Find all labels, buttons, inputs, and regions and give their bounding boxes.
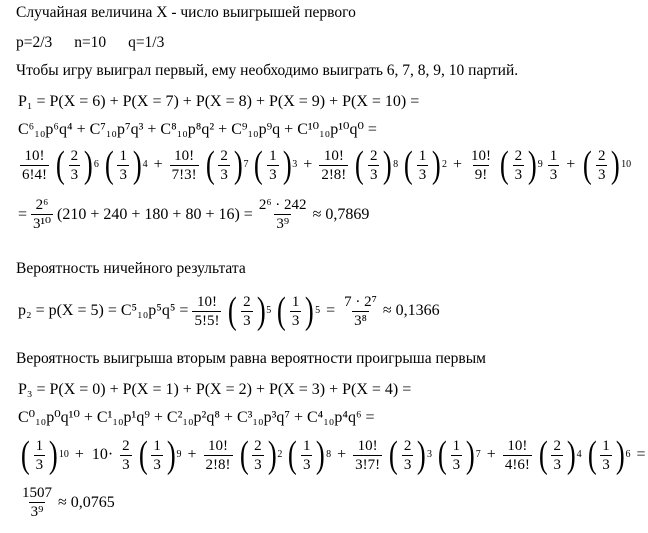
p3-result-line (18, 484, 115, 521)
p1-line-4-frac-den: 3¹⁰ (33, 216, 52, 232)
p1-term-4-coef-den: 9! (474, 166, 488, 183)
p2-q-power: ( $\frac{1}{3}$ ) 5 (277, 290, 321, 332)
p1-line-4-sum: (210 + 240 + 180 + 80 + 16) = (57, 205, 253, 223)
p1-term-4-coef (469, 147, 493, 184)
p3-term-3-q-power: ( $\frac{1}{3}$ ) 8 (288, 434, 332, 476)
p2-result-num: 7 · 2⁷ (344, 293, 377, 310)
p3-term-4-coef (353, 437, 382, 474)
p1-term-5-p-power: ( $\frac{2}{3}$ ) 10 (583, 144, 632, 186)
p1-term-3-coef (319, 147, 348, 184)
p1-term-2-coef-num: 10! (174, 147, 195, 164)
p1-line-4-approx: ≈ 0,7869 (312, 205, 370, 223)
p1-term-2-p-power: ( $\frac{2}{3}$ ) 7 (205, 144, 249, 186)
p1-term-4-q-den: 3 (549, 166, 558, 183)
p1-term-2-coef-den: 7!3! (171, 166, 197, 183)
p1-line-4-frac-num: 2⁶ (35, 197, 49, 213)
p3-term-4-q-power: ( $\frac{1}{3}$ ) 7 (437, 434, 481, 476)
p1-line-2: C⁶₁₀p⁶q⁴ + C⁷₁₀p⁷q³ + C⁸₁₀p⁸q² + C⁹₁₀p⁹q + C¹⁰₁₀p¹⁰q⁰ = (18, 121, 377, 138)
p1-term-3-coef-num: 10! (323, 147, 344, 164)
p3-term-5-q-power: ( $\frac{1}{3}$ ) 6 (587, 434, 631, 476)
p3-term-2-q-power: ( $\frac{1}{3}$ ) 9 (138, 434, 182, 476)
p1-term-3-p-power: ( $\frac{2}{3}$ ) 8 (355, 144, 399, 186)
p1-term-1-q-power: ( $\frac{1}{3}$ ) 4 (104, 144, 148, 186)
p1-term-2-coef (170, 147, 199, 184)
p3-term-4-p-power: ( $\frac{2}{3}$ ) 3 (389, 434, 432, 476)
p3-term-5-coef-den: 4!6! (504, 456, 530, 473)
p2-lhs: p₂ = p(X = 5) = C⁵₁₀p⁵q⁵ = (18, 302, 189, 319)
p3-term-4-coef-den: 3!7! (355, 456, 381, 473)
second-player-text: Вероятность выигрыша вторым равна вероятности проигрыша первым (16, 350, 486, 367)
parameters-line (16, 34, 182, 52)
p3-result-den: 3⁹ (30, 504, 44, 520)
p3-term-2-p-num: 2 (122, 437, 130, 454)
p3-term-5-p-power: ( $\frac{2}{3}$ ) 4 (538, 434, 582, 476)
p2-fraction (192, 293, 221, 330)
p3-result (20, 484, 54, 521)
p3-line-1: P₃ = P(X = 0) + P(X = 1) + P(X = 2) + P(X = 3) + P(X = 4) = (18, 381, 412, 398)
p1-term-3-q-power: ( $\frac{1}{3}$ ) 2 (404, 144, 447, 186)
p3-term-1-q-power: ( $\frac{1}{3}$ ) 10 (20, 434, 69, 476)
condition-text: Чтобы игру выиграл первый, ему необходимо выиграть 6, 7, 8, 9, 10 партий. (16, 62, 519, 79)
p2-result-den: 3⁸ (354, 312, 367, 329)
p3-term-2-p (120, 437, 132, 474)
p3-term-3-coef-den: 2!8! (205, 456, 231, 473)
p2-frac-den: 5!5! (194, 312, 220, 329)
param-p: p=2/3 (16, 34, 53, 51)
p3-term-5-coef (503, 437, 532, 474)
draw-text: Вероятность ничейного результата (16, 260, 246, 277)
p1-term-2-q-power: ( $\frac{1}{3}$ ) 3 (254, 144, 298, 186)
p1-term-4-q (548, 147, 560, 184)
p3-term-5-coef-num: 10! (507, 437, 528, 454)
p1-line-3-terms: $\frac{10!}{6!4!}$ ( $\frac{2}{3}$ ) 6 ( $\frac{1}{3}$ ) 4 + $\frac{10!}{7!3!}$ ( $\frac{2}{3}$ ) 7 ( $\frac{1}{3}$ ) 3 + $\frac{10!}{2!8!}$ ( $\frac{2}{3}$ ) 8 ( $\frac{1}{3}$ ) 2 + $\frac{10!}{9!}$ ( $\frac{2}{3}$ ) 9 $\frac{1}{3}$ + ( $\frac{2}{3}$ ) 10 (22, 144, 632, 186)
p2-approx: ≈ 0,1366 (382, 302, 440, 319)
p1-line-1: P₁ = P(X = 6) + P(X = 7) + P(X = 8) + P(X = 9) + P(X = 10) = (18, 93, 420, 110)
p2-p-power: ( $\frac{2}{3}$ ) 5 (228, 290, 272, 332)
p1-term-1-coef (20, 147, 49, 184)
p1-term-1-coef-den: 6!4! (22, 166, 47, 183)
p1-line-4-result (257, 196, 309, 233)
p1-line-4-fraction (31, 196, 53, 233)
heading: Случайная величина X - число выигрышей первого (16, 4, 356, 21)
p1-term-4-p-power: ( $\frac{2}{3}$ ) 9 (499, 144, 543, 186)
p1-line-3 (18, 146, 632, 184)
param-q: q=1/3 (128, 34, 165, 51)
p3-term-4-coef-num: 10! (357, 437, 378, 454)
p1-line-4-prefix: = (18, 205, 28, 223)
p2-result (342, 293, 379, 330)
p1-line-4 (18, 196, 369, 233)
p3-line-3-terms: ( $\frac{1}{3}$ ) 10 + 10· $\frac{2}{3}$ ( $\frac{1}{3}$ ) 9 + $\frac{10!}{2!8!}$ ( $\frac{2}{3}$ ) 2 ( $\frac{1}{3}$ ) 8 + $\frac{10!}{3!7!}$ ( $\frac{2}{3}$ ) 3 ( $\frac{1}{3}$ ) 7 + $\frac{10!}{4!6!}$ ( $\frac{2}{3}$ ) 4 ( $\frac{1}{3}$ ) 6 = (20, 434, 646, 476)
p3-approx: ≈ 0,0765 (58, 493, 115, 511)
p1-term-4-q-num: 1 (549, 147, 558, 164)
p2-frac-num: 10! (196, 293, 217, 310)
p1-term-4-coef-num: 10! (470, 147, 491, 164)
p3-term-3-coef (204, 437, 233, 474)
p3-result-num: 1507 (22, 485, 52, 501)
p1-line-4-result-num: 2⁶ · 242 (258, 197, 307, 213)
p2-line: p₂ = p(X = 5) = C⁵₁₀p⁵q⁵ = $\frac{10!}{5!5!}$ ( $\frac{2}{3}$ ) 5 ( $\frac{1}{3}$ ) 5 = $\frac{\text{7 · 2⁷}}{\text{3⁸}}$ ≈ 0,1366 (18, 290, 440, 332)
p3-line-2: C⁰₁₀p⁰q¹⁰ + C¹₁₀p¹q⁹ + C²₁₀p²q⁸ + C³₁₀p³q⁷ + C⁴₁₀p⁴q⁶ = (18, 409, 375, 426)
p1-term-1-coef-num: 10! (24, 147, 45, 164)
p1-term-1-p-power: ( $\frac{2}{3}$ ) 6 (55, 144, 99, 186)
p3-term-3-coef-num: 10! (208, 437, 229, 454)
p3-term-3-p-power: ( $\frac{2}{3}$ ) 2 (239, 434, 283, 476)
param-n: n=10 (74, 34, 107, 51)
p3-line-3 (18, 436, 648, 474)
p3-term-2-p-den: 3 (122, 456, 130, 473)
p1-term-3-coef-den: 2!8! (321, 166, 347, 183)
p1-line-4-result-den: 3⁹ (276, 216, 290, 232)
p3-term-2-coef: 10· (91, 446, 114, 463)
